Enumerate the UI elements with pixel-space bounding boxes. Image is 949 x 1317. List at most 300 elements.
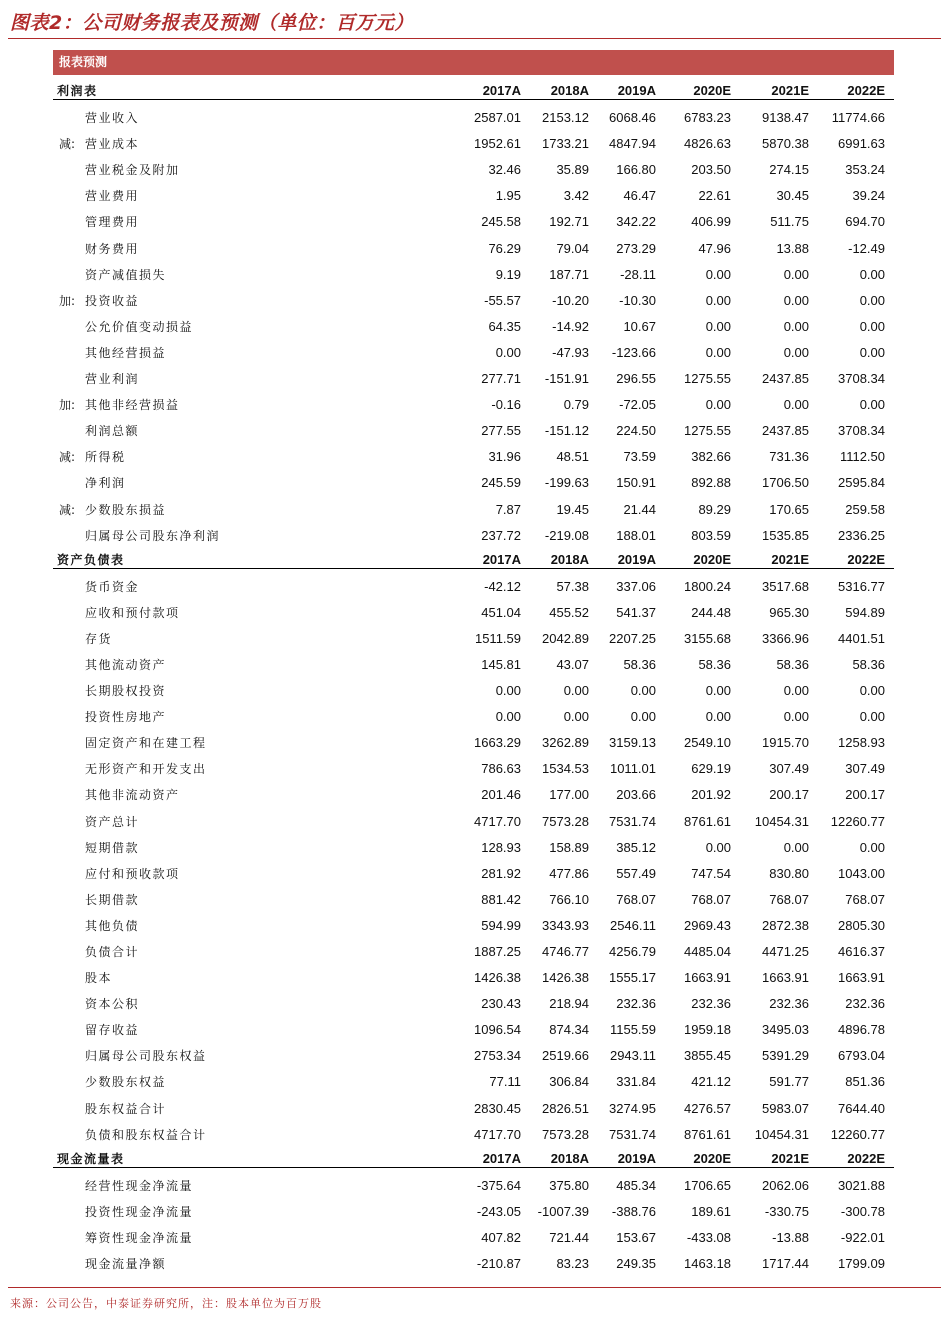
table-cell: 128.93	[481, 839, 521, 855]
table-row	[53, 178, 894, 204]
table-cell: -151.12	[544, 423, 589, 439]
table-cell: 0.00	[859, 292, 885, 308]
table-cell: 594.89	[845, 604, 885, 620]
table-cell: 1534.53	[542, 761, 589, 777]
table-cell: 1959.18	[684, 1022, 731, 1038]
table-cell: 1258.93	[838, 735, 885, 751]
table-cell: -151.91	[544, 371, 589, 387]
table-cell: 77.11	[489, 1074, 521, 1090]
table-cell: 4717.70	[474, 1126, 521, 1142]
table-cell: 3159.13	[609, 735, 656, 751]
row-label-text: 无形资产和开发支出	[85, 762, 207, 777]
row-label-text: 固定资产和在建工程	[85, 736, 207, 751]
table-cell: 58.36	[776, 656, 809, 672]
table-cell: 177.00	[549, 787, 589, 803]
table-row	[53, 257, 894, 283]
table-cell: 4746.77	[542, 944, 589, 959]
row-label	[53, 1255, 448, 1272]
table-cell: 451.04	[481, 604, 521, 620]
table-cell: 0.00	[859, 709, 885, 725]
table-cell: -42.12	[484, 578, 521, 594]
year-header: 2021E	[771, 83, 809, 98]
table-cell: 874.34	[549, 1022, 589, 1038]
table-cell: 3155.68	[684, 630, 731, 646]
table-cell: -72.05	[619, 397, 656, 413]
table-cell: -12.49	[848, 240, 885, 256]
table-cell: 0.00	[495, 709, 521, 725]
row-label-text: 投资收益	[85, 293, 140, 308]
table-cell: 46.47	[623, 188, 656, 204]
row-label	[53, 292, 448, 309]
year-header: 2021E	[771, 1150, 809, 1166]
row-prefix: 加:	[59, 293, 76, 308]
row-label	[53, 656, 448, 673]
table-cell: 0.00	[859, 683, 885, 699]
year-header: 2019A	[617, 1150, 656, 1166]
table-cell: 421.12	[691, 1074, 731, 1090]
source-note: 来源：公司公告，中泰证券研究所，注：股本单位为百万股	[10, 1297, 322, 1310]
table-row	[53, 699, 894, 725]
table-cell: 485.34	[616, 1177, 656, 1193]
table-cell: 6783.23	[684, 110, 731, 126]
table-row	[53, 1194, 894, 1220]
table-banner: 报表预测	[53, 50, 894, 75]
table-row	[53, 126, 894, 152]
table-cell: 200.17	[845, 787, 885, 803]
row-label-text: 投资性房地产	[85, 710, 167, 725]
table-row	[53, 569, 894, 595]
row-label	[53, 943, 448, 960]
table-cell: 76.29	[488, 240, 521, 256]
table-cell: 4826.63	[684, 136, 731, 152]
table-cell: 1426.38	[474, 970, 521, 986]
table-cell: -219.08	[544, 527, 589, 543]
table-row	[53, 830, 894, 856]
table-cell: 2587.01	[474, 110, 521, 126]
table-cell: 48.51	[556, 449, 589, 465]
table-cell: 2207.25	[609, 630, 656, 646]
table-cell: -922.01	[840, 1229, 885, 1245]
table-cell: 4717.70	[474, 813, 521, 829]
table-cell: 153.67	[616, 1229, 656, 1245]
table-cell: 4847.94	[609, 136, 656, 152]
table-row	[53, 595, 894, 621]
row-label	[53, 1229, 448, 1246]
table-cell: -243.05	[476, 1203, 521, 1219]
row-label	[53, 109, 448, 126]
table-row	[53, 361, 894, 387]
row-label-text: 其他经营损益	[85, 345, 167, 360]
year-header: 2021E	[771, 551, 809, 567]
table-cell: 9138.47	[762, 110, 809, 126]
table-cell: 851.36	[845, 1074, 885, 1090]
table-cell: 1663.91	[684, 970, 731, 986]
table-cell: 0.00	[859, 344, 885, 360]
row-label-text: 经营性现金净流量	[85, 1178, 194, 1193]
table-cell: 1112.50	[839, 449, 885, 465]
table-cell: 3.42	[563, 188, 589, 204]
table-cell: 0.00	[783, 397, 809, 413]
row-label-text: 现金流量净额	[85, 1257, 167, 1272]
row-label-text: 筹资性现金净流量	[85, 1230, 194, 1245]
table-cell: 150.91	[616, 475, 656, 491]
table-cell: 170.65	[769, 501, 809, 517]
table-cell: 2062.06	[762, 1177, 809, 1193]
table-row	[53, 803, 894, 829]
table-cell: 166.80	[616, 162, 656, 178]
table-cell: 768.07	[616, 891, 656, 907]
section-header	[53, 75, 894, 100]
table-row	[53, 439, 894, 465]
row-label-text: 存货	[85, 631, 113, 646]
row-label	[53, 448, 448, 465]
table-cell: 5870.38	[762, 136, 809, 152]
table-cell: 245.59	[481, 475, 521, 491]
table-cell: -0.16	[491, 397, 521, 413]
row-label-text: 管理费用	[85, 215, 140, 230]
table-cell: 0.00	[783, 266, 809, 282]
table-cell: 2336.25	[838, 527, 885, 543]
table-cell: 306.84	[549, 1074, 589, 1090]
table-cell: 1663.91	[762, 970, 809, 986]
year-header: 2020E	[693, 1150, 731, 1166]
row-label-text: 公允价值变动损益	[85, 319, 194, 334]
row-label-text: 营业费用	[85, 189, 140, 204]
table-cell: 43.07	[556, 656, 589, 672]
row-label-text: 资产减值损失	[85, 267, 167, 282]
row-label-text: 营业税金及附加	[85, 163, 180, 178]
table-cell: 0.00	[859, 839, 885, 855]
table-cell: 31.96	[488, 449, 521, 465]
table-cell: 2969.43	[684, 917, 731, 933]
table-row	[53, 725, 894, 751]
row-label	[53, 266, 448, 283]
table-cell: 73.59	[623, 449, 656, 465]
table-row	[53, 1090, 894, 1116]
table-cell: 30.45	[776, 188, 809, 204]
row-label	[53, 1047, 448, 1064]
table-row	[53, 230, 894, 256]
table-cell: -13.88	[772, 1229, 809, 1245]
table-cell: 3274.95	[609, 1100, 656, 1116]
table-cell: 1511.59	[474, 630, 521, 646]
section-title: 现金流量表	[57, 1151, 125, 1166]
table-row	[53, 1246, 894, 1272]
year-header: 2018A	[550, 83, 589, 98]
table-cell: -123.66	[611, 344, 656, 360]
row-label-text: 所得税	[85, 450, 126, 465]
table-cell: 4256.79	[609, 944, 656, 959]
table-cell: 9.19	[495, 266, 521, 282]
table-row	[53, 1012, 894, 1038]
table-cell: 1717.44	[762, 1256, 809, 1272]
table-row	[53, 751, 894, 777]
table-cell: 1952.61	[474, 136, 521, 152]
table-cell: 22.61	[698, 188, 731, 204]
table-cell: 7.87	[495, 501, 521, 517]
table-cell: 766.10	[549, 891, 589, 907]
year-header: 2019A	[617, 83, 656, 98]
row-label-text: 营业收入	[85, 111, 140, 126]
table-row	[53, 387, 894, 413]
table-cell: 7531.74	[609, 813, 656, 829]
table-cell: 382.66	[691, 449, 731, 465]
table-cell: 1155.59	[609, 1022, 656, 1038]
table-cell: 58.36	[852, 656, 885, 672]
row-label-text: 应付和预收款项	[85, 866, 180, 881]
table-cell: 35.89	[556, 162, 589, 178]
table-cell: 19.45	[556, 501, 589, 517]
title-rule	[8, 38, 941, 39]
table-cell: 277.71	[481, 371, 521, 387]
table-cell: 2546.11	[609, 917, 656, 933]
table-cell: 58.36	[623, 656, 656, 672]
table-cell: 6068.46	[609, 110, 656, 126]
row-label	[53, 1203, 448, 1220]
row-label	[53, 1073, 448, 1090]
table-cell: 3021.88	[838, 1177, 885, 1193]
table-cell: 244.48	[691, 604, 731, 620]
table-cell: 4276.57	[684, 1100, 731, 1116]
row-label-text: 负债和股东权益合计	[85, 1127, 207, 1142]
year-header: 2020E	[693, 83, 731, 98]
table-cell: 7573.28	[542, 813, 589, 829]
table-cell: 1275.55	[684, 423, 731, 439]
row-label	[53, 344, 448, 361]
table-cell: 6793.04	[838, 1048, 885, 1064]
row-label-text: 归属母公司股东净利润	[85, 528, 221, 543]
table-cell: 1426.38	[542, 970, 589, 986]
table-cell: 281.92	[481, 865, 521, 881]
row-label-text: 资产总计	[85, 814, 140, 829]
section-header	[53, 544, 894, 569]
table-cell: 1555.17	[609, 970, 656, 986]
table-cell: 2595.84	[838, 475, 885, 491]
row-label	[53, 1126, 448, 1143]
table-cell: 7531.74	[609, 1126, 656, 1142]
table-cell: 13.88	[776, 240, 809, 256]
row-label-text: 归属母公司股东权益	[85, 1049, 207, 1064]
table-cell: -388.76	[611, 1203, 656, 1219]
table-cell: 0.00	[859, 397, 885, 413]
row-label	[53, 396, 448, 413]
row-label-text: 少数股东权益	[85, 1075, 167, 1090]
year-header: 2018A	[550, 1150, 589, 1166]
table-cell: 2753.34	[474, 1048, 521, 1064]
table-cell: 1535.85	[762, 527, 809, 543]
row-label	[53, 240, 448, 257]
row-label-text: 净利润	[85, 476, 126, 491]
table-cell: 0.00	[859, 266, 885, 282]
table-cell: 6991.63	[838, 136, 885, 152]
table-cell: 557.49	[616, 865, 656, 881]
row-prefix: 减:	[59, 502, 76, 517]
table-cell: 0.00	[495, 344, 521, 360]
table-cell: -10.30	[619, 292, 656, 308]
row-label	[53, 813, 448, 830]
row-label-text: 投资性现金净流量	[85, 1204, 194, 1219]
row-label	[53, 1021, 448, 1038]
table-cell: 830.80	[769, 865, 809, 881]
table-row	[53, 934, 894, 960]
table-cell: 259.58	[845, 501, 885, 517]
table-cell: 12260.77	[830, 1126, 885, 1142]
row-label	[53, 969, 448, 986]
row-label	[53, 1100, 448, 1117]
table-cell: 337.06	[616, 578, 656, 594]
table-cell: 541.37	[616, 604, 656, 620]
table-cell: 0.00	[705, 709, 731, 725]
table-cell: -10.20	[552, 292, 589, 308]
table-cell: 2153.12	[542, 110, 589, 126]
table-cell: 0.00	[563, 709, 589, 725]
table-cell: 406.99	[691, 214, 731, 230]
row-label-text: 财务费用	[85, 241, 140, 256]
table-cell: 768.07	[845, 891, 885, 907]
row-label	[53, 1177, 448, 1194]
table-cell: -433.08	[686, 1229, 731, 1245]
row-label-text: 利润总额	[85, 424, 140, 439]
table-cell: 1799.09	[838, 1256, 885, 1272]
row-label	[53, 865, 448, 882]
table-row	[53, 882, 894, 908]
financial-table	[53, 75, 894, 1272]
year-header: 2022E	[847, 1150, 885, 1166]
table-cell: 2519.66	[542, 1048, 589, 1064]
year-header: 2019A	[617, 551, 656, 567]
table-cell: 203.66	[616, 787, 656, 803]
row-label-text: 营业利润	[85, 372, 140, 387]
table-cell: 4471.25	[762, 944, 809, 959]
table-cell: 3262.89	[542, 735, 589, 751]
table-cell: 158.89	[549, 839, 589, 855]
table-cell: 245.58	[481, 214, 521, 230]
table-cell: 1096.54	[474, 1022, 521, 1038]
table-cell: 201.92	[691, 787, 731, 803]
table-cell: 1733.21	[542, 136, 589, 152]
table-row	[53, 283, 894, 309]
year-header: 2022E	[847, 83, 885, 98]
table-cell: 7573.28	[542, 1126, 589, 1142]
table-cell: 477.86	[549, 865, 589, 881]
table-cell: 188.01	[616, 527, 656, 543]
table-cell: 273.29	[616, 240, 656, 256]
table-cell: -375.64	[476, 1177, 521, 1193]
table-cell: 331.84	[616, 1074, 656, 1090]
table-row	[53, 335, 894, 361]
table-row	[53, 1168, 894, 1194]
table-cell: 407.82	[481, 1229, 521, 1245]
table-cell: 786.63	[481, 761, 521, 777]
table-cell: 768.07	[769, 891, 809, 907]
table-row	[53, 1038, 894, 1064]
table-cell: 594.99	[481, 917, 521, 933]
table-cell: 0.00	[783, 318, 809, 334]
row-label	[53, 786, 448, 803]
table-cell: 10454.31	[754, 1126, 809, 1142]
table-row	[53, 647, 894, 673]
section-title: 资产负债表	[57, 552, 125, 567]
row-label	[53, 527, 448, 544]
table-cell: 47.96	[698, 240, 731, 256]
table-cell: -210.87	[476, 1256, 521, 1272]
table-cell: 1800.24	[684, 578, 731, 594]
table-cell: -14.92	[552, 318, 589, 334]
table-cell: 1706.50	[762, 475, 809, 491]
table-cell: 5316.77	[838, 578, 885, 594]
table-cell: 965.30	[769, 604, 809, 620]
table-row	[53, 1117, 894, 1143]
table-cell: 5983.07	[762, 1100, 809, 1116]
table-row	[53, 673, 894, 699]
year-header: 2017A	[482, 1150, 521, 1166]
table-cell: 39.24	[852, 188, 885, 204]
table-row	[53, 491, 894, 517]
table-cell: 232.36	[845, 996, 885, 1012]
year-header: 2017A	[482, 83, 521, 98]
section-title: 利润表	[57, 84, 98, 98]
table-cell: 224.50	[616, 423, 656, 439]
year-header: 2022E	[847, 551, 885, 567]
row-label	[53, 630, 448, 647]
row-prefix: 减:	[59, 137, 76, 152]
row-label-text: 其他流动资产	[85, 657, 167, 672]
table-cell: 342.22	[616, 214, 656, 230]
row-label-text: 其他非经营损益	[85, 398, 180, 413]
table-cell: 64.35	[488, 318, 521, 334]
table-cell: 232.36	[691, 996, 731, 1012]
table-cell: 145.81	[481, 656, 521, 672]
table-row	[53, 518, 894, 544]
table-cell: 203.50	[691, 162, 731, 178]
table-cell: 307.49	[845, 761, 885, 777]
table-cell: 187.71	[549, 266, 589, 282]
table-cell: 511.75	[770, 214, 809, 230]
row-label	[53, 995, 448, 1012]
table-cell: -300.78	[840, 1203, 885, 1219]
table-cell: 375.80	[549, 1177, 589, 1193]
table-cell: 1275.55	[684, 371, 731, 387]
table-cell: 0.79	[563, 397, 589, 413]
table-cell: 2943.11	[609, 1048, 656, 1064]
table-row	[53, 100, 894, 126]
row-prefix: 减:	[59, 450, 76, 465]
table-cell: 892.88	[691, 475, 731, 491]
row-label	[53, 578, 448, 595]
table-cell: 0.00	[705, 397, 731, 413]
table-cell: 2437.85	[762, 371, 809, 387]
table-cell: 0.00	[563, 683, 589, 699]
table-row	[53, 908, 894, 934]
row-label	[53, 917, 448, 934]
table-cell: 1011.01	[609, 761, 656, 777]
section-header	[53, 1143, 894, 1168]
table-row	[53, 465, 894, 491]
table-cell: 881.42	[481, 891, 521, 907]
table-cell: 237.72	[481, 527, 521, 543]
figure-title: 图表2：公司财务报表及预测（单位：百万元）	[10, 12, 414, 34]
table-cell: 189.61	[691, 1203, 731, 1219]
row-label-text: 股东权益合计	[85, 1101, 167, 1116]
table-row	[53, 621, 894, 647]
table-cell: 2830.45	[474, 1100, 521, 1116]
row-label	[53, 760, 448, 777]
row-label-text: 长期借款	[85, 892, 140, 907]
table-row	[53, 986, 894, 1012]
table-cell: 200.17	[769, 787, 809, 803]
table-row	[53, 152, 894, 178]
table-cell: 83.23	[556, 1256, 589, 1272]
